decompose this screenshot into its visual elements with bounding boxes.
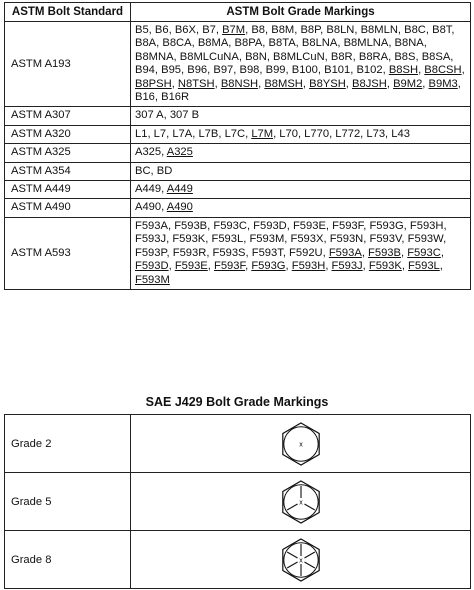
- grade-label: Grade 5: [5, 473, 131, 531]
- astm-bolt-table: [4, 2, 471, 290]
- grade-marking: ,: [401, 246, 405, 259]
- grade-marking-underlined: F593D: [135, 260, 169, 273]
- grade-symbol-cell: [131, 531, 471, 589]
- grade-marking: F593R,: [172, 246, 210, 259]
- grade-marking: F593E,: [292, 219, 330, 232]
- grade-marking: ,: [258, 77, 262, 90]
- bolt-standard-cell: ASTM A307: [5, 107, 131, 125]
- grade-marking-underlined: F593G: [251, 260, 286, 273]
- grade-marking: F593V,: [369, 233, 405, 246]
- grade-marking: B8M,: [271, 24, 298, 36]
- grade-marking: B8A,: [135, 37, 160, 50]
- grade-marking: A490,: [135, 201, 165, 214]
- radial-line: [287, 562, 297, 568]
- grade-marking: F593W,: [407, 233, 447, 246]
- hex-head-3-lines-icon: [131, 479, 470, 525]
- grade-symbol-cell: [131, 415, 471, 473]
- grade-marking-underlined: A325: [166, 146, 193, 159]
- grade-marking: ,: [439, 260, 443, 273]
- radial-line: [287, 552, 297, 558]
- grade-marking: F593K,: [172, 233, 209, 246]
- bolt-standard-cell: ASTM A449: [5, 181, 131, 199]
- grade-markings-cell: [131, 107, 471, 125]
- grade-marking: F593A,: [135, 219, 172, 232]
- grade-marking: A325,: [135, 146, 165, 159]
- grade-markings-cell: [131, 181, 471, 199]
- grade-marking: B8TA,: [268, 37, 299, 50]
- grade-marking: ,: [362, 260, 366, 273]
- center-mark: x: [298, 441, 303, 448]
- grade-label: Grade 2: [5, 415, 131, 473]
- radial-line: [304, 552, 314, 558]
- grade-marking: F593P,: [135, 246, 170, 259]
- grade-marking: B7,: [202, 24, 219, 36]
- grade-marking: F593X,: [290, 233, 327, 246]
- grade-symbol-cell: [131, 473, 471, 531]
- grade-markings-cell: [131, 162, 471, 180]
- grade-marking: A449,: [135, 183, 165, 196]
- grade-marking-underlined: F593C: [407, 246, 441, 259]
- grade-marking-underlined: F593H: [291, 260, 326, 273]
- grade-marking: F593L,: [211, 233, 247, 246]
- grade-markings-cell: [131, 22, 471, 107]
- grade-marking: B97,: [213, 64, 237, 77]
- astm-row: [5, 162, 471, 180]
- grade-marking-underlined: B8YSH: [309, 77, 346, 90]
- grade-marking: ,: [285, 260, 289, 273]
- grade-marking: ,: [401, 260, 405, 273]
- astm-row: [5, 199, 471, 217]
- grade-marking: B95,: [161, 64, 185, 77]
- grade-label: Grade 8: [5, 531, 131, 589]
- grade-marking: B16R: [161, 91, 190, 104]
- grade-marking: ,: [214, 77, 218, 90]
- grade-marking: B8,: [251, 24, 269, 36]
- radial-line: [304, 562, 314, 568]
- grade-marking: B8PA,: [234, 37, 266, 50]
- astm-row: [5, 217, 471, 289]
- grade-marking: B8MLN,: [360, 24, 402, 36]
- grade-marking: ,: [245, 24, 249, 36]
- grade-marking: ,: [422, 77, 426, 90]
- grade-marking: ,: [171, 77, 175, 90]
- radial-line: [287, 504, 297, 510]
- grade-marking: ,: [461, 64, 465, 77]
- grade-marking: F593N,: [329, 233, 367, 246]
- grade-marking: B102,: [356, 64, 386, 77]
- grade-marking: ,: [302, 77, 306, 90]
- grade-marking-underlined: F593J: [331, 260, 363, 273]
- grade-marking: B8NA,: [394, 37, 427, 50]
- bolt-standard-cell: ASTM A320: [5, 125, 131, 143]
- grade-marking: ,: [457, 77, 461, 90]
- grade-marking: B98,: [239, 64, 263, 77]
- grade-marking: B16,: [135, 91, 159, 104]
- grade-marking-underlined: F593B: [368, 246, 401, 259]
- astm-row: [5, 144, 471, 162]
- grade-marking: ,: [345, 77, 349, 90]
- grade-marking: F593D,: [253, 219, 290, 232]
- grade-marking: F592U,: [289, 246, 326, 259]
- grade-marking: B8N,: [245, 50, 270, 63]
- grade-marking: ,: [418, 64, 422, 77]
- grade-marking: ,: [168, 260, 172, 273]
- grade-marking: ,: [245, 260, 249, 273]
- grade-marking: F593B,: [174, 219, 211, 232]
- grade-marking: B8MLNA,: [343, 37, 392, 50]
- grade-markings-cell: [131, 125, 471, 143]
- grade-markings-cell: [131, 217, 471, 289]
- astm-header-row: [5, 3, 471, 22]
- grade-marking-underlined: L7M: [251, 127, 274, 140]
- grade-marking: F593J,: [135, 233, 170, 246]
- grade-marking-underlined: B8MSH: [264, 77, 303, 90]
- sae-bolt-table: [4, 414, 471, 589]
- hex-head-6-lines-icon: [131, 537, 470, 583]
- grade-marking: B8RA,: [358, 50, 392, 63]
- grade-marking: , L70, L770, L772, L73, L43: [273, 127, 410, 140]
- center-mark: x: [298, 557, 303, 564]
- grade-markings-cell: [131, 144, 471, 162]
- grade-marking: B100,: [291, 64, 321, 77]
- grade-marking-underlined: N8TSH: [177, 77, 215, 90]
- grade-marking: ,: [325, 260, 329, 273]
- grade-marking: B94,: [135, 64, 159, 77]
- grade-marking-underlined: F593M: [135, 273, 170, 286]
- astm-row: [5, 181, 471, 199]
- sae-row: [5, 415, 471, 473]
- grade-marking: ,: [386, 77, 390, 90]
- grade-marking: B8MLCuN,: [273, 50, 328, 63]
- grade-marking-underlined: F593A: [328, 246, 362, 259]
- grade-marking-underlined: B8NSH: [220, 77, 259, 90]
- grade-marking: B8CA,: [162, 37, 195, 50]
- sae-row: [5, 531, 471, 589]
- bolt-standard-cell: ASTM A325: [5, 144, 131, 162]
- grade-marking-underlined: B8PSH: [135, 77, 172, 90]
- grade-marking: F593S,: [212, 246, 249, 259]
- sae-row: [5, 473, 471, 531]
- grade-marking: BC, BD: [135, 164, 173, 177]
- hex-head-plain-icon: [131, 421, 470, 467]
- grade-marking-underlined: F593K: [368, 260, 402, 273]
- grade-marking: F593C,: [213, 219, 251, 232]
- grade-marking-underlined: B8SH: [388, 64, 419, 77]
- grade-marking: B5,: [135, 24, 152, 36]
- grade-marking: B8MA,: [197, 37, 232, 50]
- grade-marking-underlined: F593F: [214, 260, 246, 273]
- grade-marking: B6,: [154, 24, 172, 36]
- radial-line: [304, 504, 314, 510]
- grade-marking: B8MLCuNA,: [179, 50, 242, 63]
- grade-marking: B101,: [324, 64, 354, 77]
- bolt-standard-cell: ASTM A593: [5, 217, 131, 289]
- grade-marking: B6X,: [174, 24, 200, 36]
- grade-marking: B8LN,: [326, 24, 358, 36]
- grade-marking: 307 A, 307 B: [135, 109, 200, 122]
- grade-marking: ,: [440, 246, 444, 259]
- grade-marking: F593G,: [369, 219, 407, 232]
- grade-marking: B8SA,: [421, 50, 454, 63]
- bolt-standard-cell: ASTM A193: [5, 22, 131, 107]
- grade-marking: B8T,: [432, 24, 455, 36]
- grade-marking: B96,: [187, 64, 211, 77]
- grade-marking-underlined: B8JSH: [352, 77, 387, 90]
- header-grade-markings: ASTM Bolt Grade Markings: [131, 3, 471, 22]
- grade-marking: L1, L7, L7A, L7B, L7C,: [135, 127, 249, 140]
- grade-marking: B8S,: [394, 50, 419, 63]
- grade-marking-underlined: A449: [166, 183, 193, 196]
- grade-marking: B8R,: [330, 50, 356, 63]
- grade-marking-underlined: F593E: [174, 260, 208, 273]
- astm-row: [5, 125, 471, 143]
- grade-marking: ,: [207, 260, 211, 273]
- grade-marking: F593F,: [332, 219, 367, 232]
- astm-row: [5, 107, 471, 125]
- center-mark: x: [298, 499, 303, 506]
- grade-marking-underlined: B8CSH: [424, 64, 462, 77]
- grade-marking-underlined: A490: [166, 201, 193, 214]
- grade-marking: B8C,: [404, 24, 429, 36]
- astm-row: [5, 22, 471, 107]
- header-bolt-standard: ASTM Bolt Standard: [5, 3, 131, 22]
- grade-marking-underlined: B9M3: [428, 77, 458, 90]
- grade-marking: B8MNA,: [135, 50, 177, 63]
- grade-marking: B8LNA,: [301, 37, 341, 50]
- grade-marking-underlined: B7M: [222, 24, 246, 36]
- grade-marking: F593M,: [249, 233, 288, 246]
- grade-marking: F593T,: [251, 246, 286, 259]
- grade-marking: ,: [361, 246, 365, 259]
- grade-marking-underlined: B9M2: [393, 77, 423, 90]
- sae-section-title: SAE J429 Bolt Grade Markings: [145, 395, 329, 409]
- bolt-standard-cell: ASTM A354: [5, 162, 131, 180]
- grade-marking: F593H,: [409, 219, 447, 232]
- bolt-standard-cell: ASTM A490: [5, 199, 131, 217]
- grade-marking: B99,: [265, 64, 289, 77]
- grade-marking-underlined: F593L: [408, 260, 440, 273]
- grade-marking: B8P,: [300, 24, 324, 36]
- grade-markings-cell: [131, 199, 471, 217]
